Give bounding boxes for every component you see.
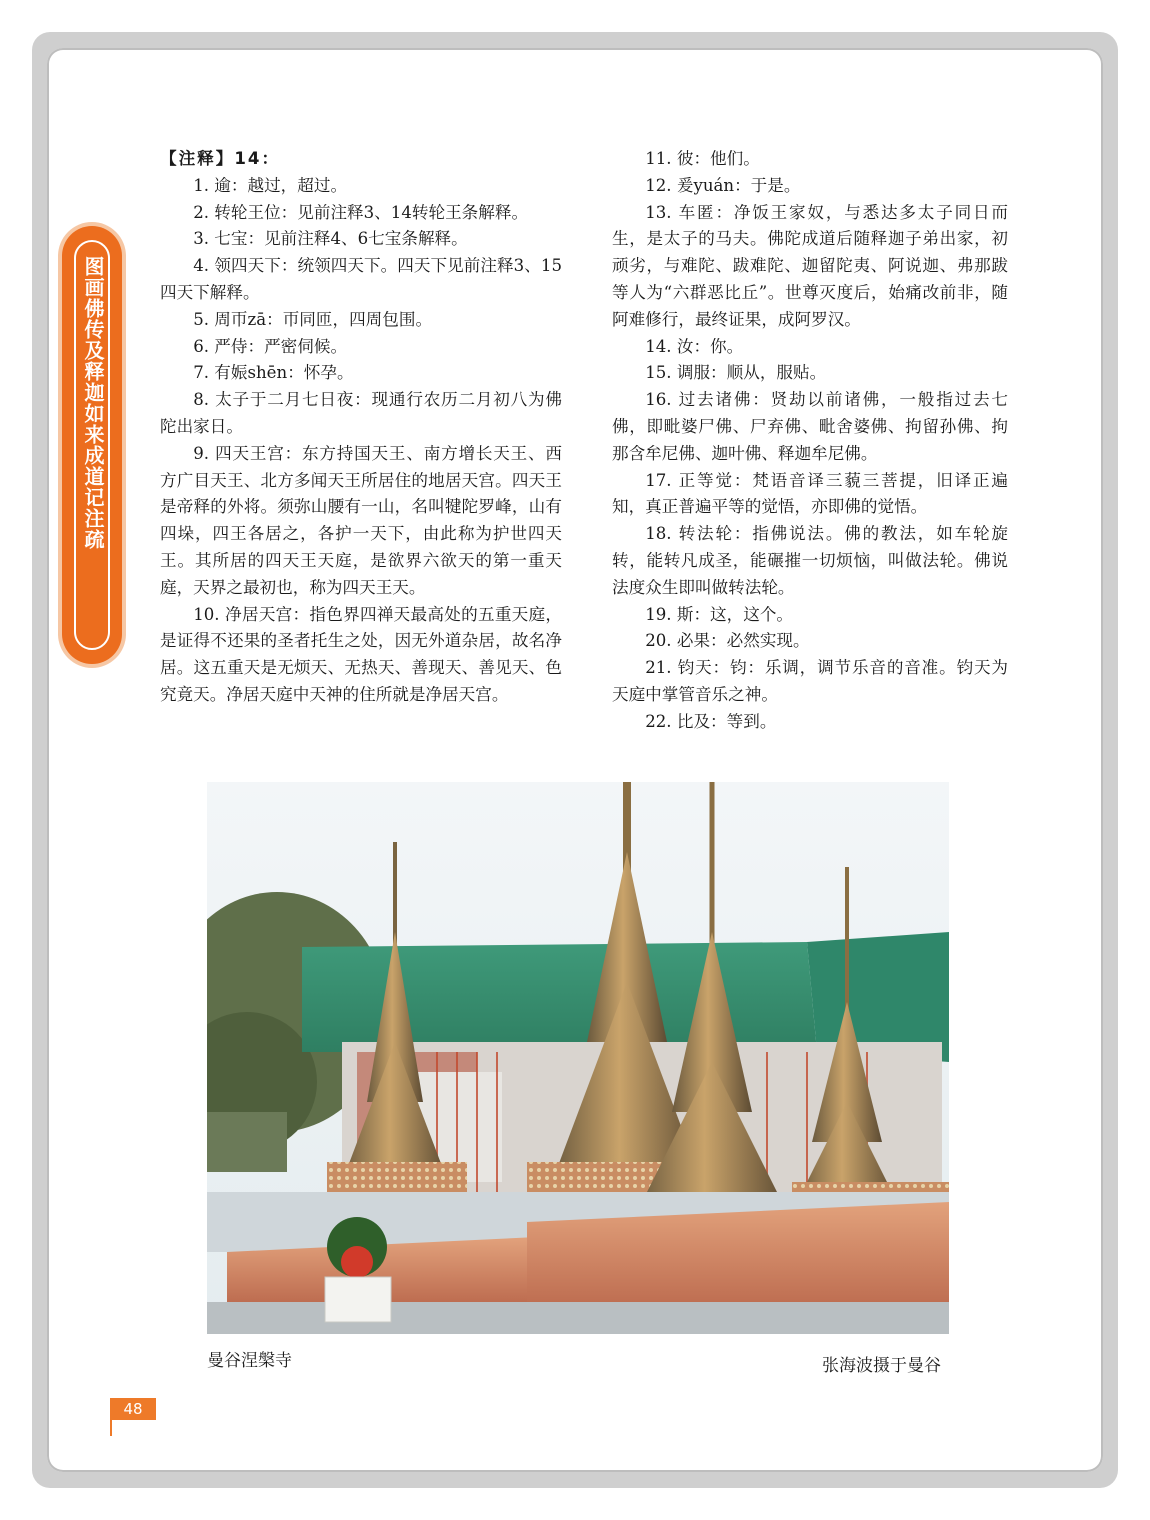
page-number: 48 — [110, 1398, 156, 1420]
temple-photo — [207, 782, 949, 1334]
note-item: 20. 必果：必然实现。 — [645, 631, 810, 651]
note-item: 16. 过去诸佛：贤劫以前诸佛，一般指过去七佛，即毗婆尸佛、尸弃佛、毗舍婆佛、拘留孙佛、拘那含牟尼佛、迦叶佛、释迦牟尼佛。 — [612, 390, 1008, 463]
note-item: 7. 有娠shēn：怀孕。 — [193, 363, 354, 383]
note-item: 11. 彼：他们。 — [645, 149, 760, 168]
note-item: 9. 四天王宫：东方持国天王、南方增长天王、西方广目天王、北方多闻天王所居住的地居天宫。四天王是帝释的外将。须弥山腰有一山，名叫犍陀罗峰，山有四垛，四王各居之，各护一天下，由此称为护世四天王。其所居的四天王天庭，是欲界六欲天的第一重天庭，天界之最初也，称为四天王天。 — [160, 443, 562, 597]
note-item: 1. 逾：越过，超过。 — [193, 175, 348, 195]
note-item: 4. 领四天下：统领四天下。四天下见前注释3、15四天下解释。 — [160, 256, 562, 302]
note-item: 18. 转法轮：指佛说法。佛的教法，如车轮旋转，能转凡成圣，能碾摧一切烦恼，叫做法轮。佛说法度众生即叫做转法轮。 — [612, 524, 1008, 597]
note-item: 17. 正等觉：梵语音译三藐三菩提，旧译正遍知，真正普遍平等的觉悟，亦即佛的觉悟。 — [612, 470, 1008, 517]
notes-heading: 【注释】14： — [160, 149, 281, 168]
note-item: 14. 汝：你。 — [645, 336, 744, 356]
note-item: 2. 转轮王位：见前注释3、14转轮王条解释。 — [193, 202, 529, 222]
book-title-tab — [62, 226, 122, 664]
note-item: 22. 比及：等到。 — [645, 711, 777, 731]
photo-caption: 曼谷涅槃寺 — [207, 1351, 292, 1371]
photo-credit: 张海波摄于曼谷 — [822, 1356, 941, 1376]
note-item: 10. 净居天宫：指色界四禅天最高处的五重天庭，是证得不还果的圣者托生之处，因无外道杂居，故名净居。这五重天是无烦天、无热天、善现天、善见天、色究竟天。净居天庭中天神的住所就是净居天宫。 — [160, 604, 562, 704]
note-item: 12. 爰yuán：于是。 — [645, 175, 801, 195]
note-item: 21. 钧天：钧：乐调，调节乐音的音准。钧天为天庭中掌管音乐之神。 — [612, 658, 1008, 704]
notes-right-column — [612, 146, 1008, 736]
notes-left-column — [160, 146, 562, 709]
note-item: 19. 斯：这，这个。 — [645, 604, 794, 624]
note-item: 13. 车匿：净饭王家奴，与悉达多太子同日而生，是太子的马夫。佛陀成道后随释迦子弟出家，初顽劣，与难陀、跋难陀、迦留陀夷、阿说迦、弗那跋等人为“六群恶比丘”。世尊灭度后，始痛改前非，随阿难修行，最终证果，成阿罗汉。 — [612, 202, 1008, 329]
note-item: 15. 调服：顺从，服贴。 — [645, 363, 827, 383]
book-title: 图画佛传及释迦如来成道记注疏 — [81, 256, 105, 550]
note-item: 8. 太子于二月七日夜：现通行农历二月初八为佛陀出家日。 — [160, 390, 562, 436]
note-item: 5. 周帀zā：帀同匝，四周包围。 — [193, 309, 433, 329]
note-item: 6. 严侍：严密伺候。 — [193, 336, 348, 356]
page-number-tick — [110, 1420, 112, 1436]
note-item: 3. 七宝：见前注释4、6七宝条解释。 — [193, 229, 468, 249]
